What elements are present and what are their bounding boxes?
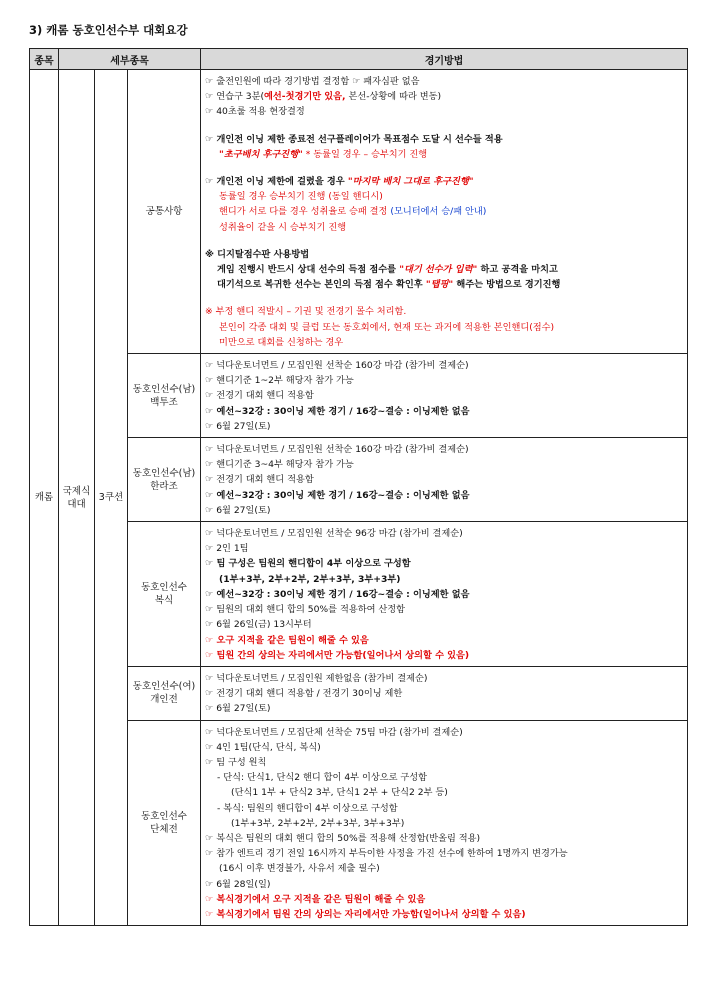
table-body	[30, 70, 688, 926]
sub-event-label: 백투조	[150, 396, 178, 408]
rule-text: 본선-상황에 따라 변동)	[345, 91, 442, 103]
rule-line	[205, 277, 683, 292]
sub-event-cell	[128, 354, 201, 438]
table-row	[30, 522, 688, 667]
rule-text: 핸디가 서로 다를 경우 성취율로 승패 결정	[219, 206, 391, 218]
sub-event-label: 동호인선수(남)	[132, 383, 196, 395]
rule-line	[205, 587, 683, 602]
rule-text: 게임 진행시 반드시 상대 선수의 득점 점수를	[217, 264, 400, 276]
method-cell	[201, 354, 688, 438]
sub-event-cell	[128, 70, 201, 354]
rule-text: 해주는 방법으로 경기진행	[453, 279, 561, 291]
sub-event-label: 개인전	[150, 694, 178, 706]
table-row	[30, 720, 688, 926]
rule-text: "대기 선수가 입력"	[399, 264, 478, 276]
rule-text: 대기석으로 복귀한 선수는 본인의 득점 점수 확인후	[217, 279, 426, 291]
rule-text: ☞ 예선~32강 : 30이닝 제한 경기 / 16강~결승 : 이닝제한 없음	[205, 588, 470, 600]
rule-line	[205, 572, 683, 587]
rule-text: ☞ 넉다운토너먼트 / 모집인원 선착순 160강 마감 (참가비 결제순)	[205, 444, 469, 456]
method-cell	[201, 720, 688, 926]
table-row	[30, 438, 688, 522]
rule-text: ☞ 6월 26일(금) 13시부터	[205, 619, 312, 631]
rule-text: ☞ 패자심판 없음	[349, 76, 420, 87]
table-row	[30, 70, 688, 354]
rule-line	[205, 220, 683, 235]
rule-text: (1부+3부, 2부+2부, 2부+3부, 3부+3부)	[219, 573, 401, 585]
rule-text: ※ 부정 핸디 적발시 – 기권 및 전경기 몰수 처리함.	[205, 306, 407, 318]
rule-text: 본인이 각종 대회 및 클럽 또는 동호회에서, 현재 또는 과거에 적용한 본인핸디(점수)	[219, 321, 555, 333]
sub-event-cell	[128, 720, 201, 926]
rule-text: ☞ 예선~32강 : 30이닝 제한 경기 / 16강~결승 : 이닝제한 없음	[205, 489, 470, 501]
rule-line	[205, 262, 683, 277]
category-line: 대대	[67, 498, 86, 510]
sport-cell	[30, 70, 59, 926]
rule-text: - 복식: 팀원의 핸디합이 4부 이상으로 구성함	[217, 802, 398, 814]
rule-line	[205, 701, 683, 716]
sub-event-label: 동호인선수	[141, 810, 187, 822]
sub-event-label: 단체전	[150, 823, 178, 835]
spacer	[205, 292, 683, 304]
rule-text: ☞ 4인 1팀(단식, 단식, 복식)	[205, 741, 321, 753]
sub-event-label: 동호인선수(남)	[132, 467, 196, 479]
rule-line	[205, 831, 683, 846]
sub-event-cell	[128, 438, 201, 522]
rule-text: ☞ 전경기 대회 핸디 적용함	[205, 390, 314, 402]
rule-text: ☞ 넉다운토너먼트 / 모집인원 선착순 160강 마감 (참가비 결제순)	[205, 360, 469, 372]
rule-line	[205, 89, 683, 104]
rule-text: (모니터에서 승/패 안내)	[390, 206, 487, 218]
rule-line	[205, 686, 683, 701]
method-cell	[201, 70, 688, 354]
rule-line	[205, 104, 683, 119]
rule-text: ☞ 팀원의 대회 핸디 합의 50%를 적용하여 산정함	[205, 604, 406, 616]
rule-text: ☞ 핸디기준 1~2부 해당자 참가 가능	[205, 375, 354, 387]
rule-text: - 단식: 단식1, 단식2 핸디 합이 4부 이상으로 구성함	[217, 772, 428, 784]
rule-line	[205, 174, 683, 189]
rule-text: "마지막 배치 그대로 후구진행"	[347, 176, 474, 188]
rule-text: ☞ 개인전 이닝 제한 종료전 선구플레이어가 목표점수 도달 시 선수들 적용	[205, 133, 503, 145]
sub-event-label: 공통사항	[145, 206, 183, 218]
rule-text: 성취율이 같을 시 승부치기 진행	[219, 221, 347, 233]
table-header-row	[30, 49, 688, 70]
rule-text: ☞ 넉다운토너먼트 / 모집단체 선착순 75팀 마감 (참가비 결제순)	[205, 726, 463, 738]
sport-label: 캐롬	[34, 492, 54, 504]
category-cell	[59, 70, 95, 926]
header-sport: 종목	[30, 49, 59, 70]
header-method: 경기방법	[201, 49, 688, 70]
rule-text: ☞ 오구 지적을 같은 팀원이 해줄 수 있음	[205, 634, 369, 646]
spacer	[205, 120, 683, 132]
rule-line	[205, 472, 683, 487]
spacer	[205, 235, 683, 247]
rule-text: ☞ 40초룰 적용 현장결정	[205, 106, 305, 118]
rule-line	[205, 404, 683, 419]
rule-text: 미만으로 대회를 신청하는 경우	[219, 336, 344, 348]
rule-line	[205, 132, 683, 147]
rule-line	[205, 602, 683, 617]
sub-event-label: 동호인선수	[141, 581, 187, 593]
rule-line	[205, 503, 683, 518]
rule-text: ☞ 넉다운토너먼트 / 모집인원 선착순 96강 마감 (참가비 결제순)	[205, 528, 463, 540]
rule-line	[205, 617, 683, 632]
rule-line	[205, 541, 683, 556]
method-cell	[201, 438, 688, 522]
rule-line	[205, 488, 683, 503]
rule-line	[205, 457, 683, 472]
rule-line	[205, 725, 683, 740]
rule-text: 하고 공격을 마치고	[477, 264, 558, 276]
rule-text: * 동률일 경우 – 승부치기 진행	[302, 148, 428, 160]
section-heading: 3) 캐롬 동호인선수부 대회요강	[29, 23, 188, 37]
sub-event-cell	[128, 522, 201, 667]
rule-line	[205, 373, 683, 388]
rule-text: ☞ 6월 27일(토)	[205, 504, 271, 516]
rule-line	[205, 671, 683, 686]
rule-line	[205, 189, 683, 204]
rule-line	[205, 388, 683, 403]
rule-line	[205, 770, 683, 785]
rule-text: ※ 디지탈점수판 사용방법	[205, 248, 310, 260]
method-cell	[201, 666, 688, 720]
rule-text: ☞ 2인 1팀	[205, 543, 249, 555]
rule-line	[205, 892, 683, 907]
rule-line	[205, 320, 683, 335]
rule-line	[205, 442, 683, 457]
rule-text: ☞ 개인전 이닝 제한에 걸렸을 경우	[205, 176, 348, 188]
table-row	[30, 666, 688, 720]
rule-text: ☞ 6월 28일(일)	[205, 878, 271, 890]
rule-line	[205, 74, 683, 89]
spacer	[205, 162, 683, 174]
sub-event-label: 동호인선수(여)	[132, 681, 196, 693]
rule-line	[205, 846, 683, 861]
rule-line	[205, 304, 683, 319]
rule-line	[205, 358, 683, 373]
rule-line	[205, 147, 683, 162]
cushion-cell	[95, 70, 128, 926]
rule-line	[205, 740, 683, 755]
rule-text: ☞ 핸디기준 3~4부 해당자 참가 가능	[205, 459, 354, 471]
rule-line	[205, 526, 683, 541]
sub-event-cell	[128, 666, 201, 720]
rule-line	[205, 247, 683, 262]
rule-text: "탭핑"	[425, 279, 454, 291]
rule-text: 동률일 경우 승부치기 진행 (동일 핸디시)	[219, 191, 383, 203]
rule-text: (단식1 1부 + 단식2 3부, 단식1 2부 + 단식2 2부 등)	[231, 787, 448, 799]
rule-line	[205, 785, 683, 800]
rule-line	[205, 633, 683, 648]
rule-line	[205, 816, 683, 831]
rule-text: ☞ 전경기 대회 핸디 적용함 / 전경기 30이닝 제한	[205, 688, 403, 700]
rule-line	[205, 877, 683, 892]
rule-line	[205, 861, 683, 876]
cushion-label: 3쿠션	[98, 492, 124, 504]
rule-line	[205, 556, 683, 571]
rule-text: ☞ 넉다운토너먼트 / 모집인원 제한없음 (참가비 결제순)	[205, 672, 428, 684]
rule-text: ☞ 6월 27일(토)	[205, 420, 271, 432]
rule-line	[205, 907, 683, 922]
rule-text: ☞ 복식경기에서 팀원 간의 상의는 자리에서만 가능함(일어나서 상의할 수 있음)	[205, 908, 526, 920]
rule-text: "초구배치 후구진행"	[219, 148, 303, 160]
method-cell	[201, 522, 688, 667]
rule-line	[205, 648, 683, 663]
rule-text: (1부+3부, 2부+2부, 2부+3부, 3부+3부)	[231, 817, 405, 829]
category-line: 국제식	[62, 485, 91, 497]
rule-line	[205, 335, 683, 350]
rule-text: ☞ 팀 구성은 팀원의 핸디합이 4부 이상으로 구성함	[205, 558, 411, 570]
rule-line	[205, 204, 683, 219]
tournament-rules-table	[29, 48, 688, 926]
rule-line	[205, 801, 683, 816]
rule-text: ☞ 팀원 간의 상의는 자리에서만 가능함(일어나서 상의할 수 있음)	[205, 649, 470, 661]
rule-text: ☞ 복식경기에서 오구 지적을 같은 팀원이 해줄 수 있음	[205, 893, 426, 905]
rule-text: ☞ 복식은 팀원의 대회 핸디 합의 50%를 적용해 산정함(반올림 적용)	[205, 832, 481, 844]
rule-text: ☞ 예선~32강 : 30이닝 제한 경기 / 16강~결승 : 이닝제한 없음	[205, 405, 470, 417]
rule-line	[205, 419, 683, 434]
rule-line	[205, 755, 683, 770]
sub-event-label: 한라조	[150, 480, 178, 492]
table-row	[30, 354, 688, 438]
header-sub-event: 세부종목	[59, 49, 201, 70]
rule-text: (16시 이후 변경불가, 사유서 제출 필수)	[219, 863, 380, 875]
rule-text: ☞ 6월 27일(토)	[205, 703, 271, 715]
rule-text: ☞ 연습구 3분(	[205, 91, 265, 103]
sub-event-label: 복식	[154, 594, 174, 606]
rule-text: ☞ 팀 구성 원칙	[205, 756, 267, 768]
rule-text: ☞ 출전인원에 따라 경기방법 결정함	[205, 76, 350, 87]
rule-text: 예선-첫경기만 있음,	[264, 91, 346, 103]
rule-text: ☞ 참가 엔트리 경기 전일 16시까지 부득이한 사정을 가진 선수에 한하여 1명까지 변경가능	[205, 848, 568, 860]
rule-text: ☞ 전경기 대회 핸디 적용함	[205, 474, 314, 486]
